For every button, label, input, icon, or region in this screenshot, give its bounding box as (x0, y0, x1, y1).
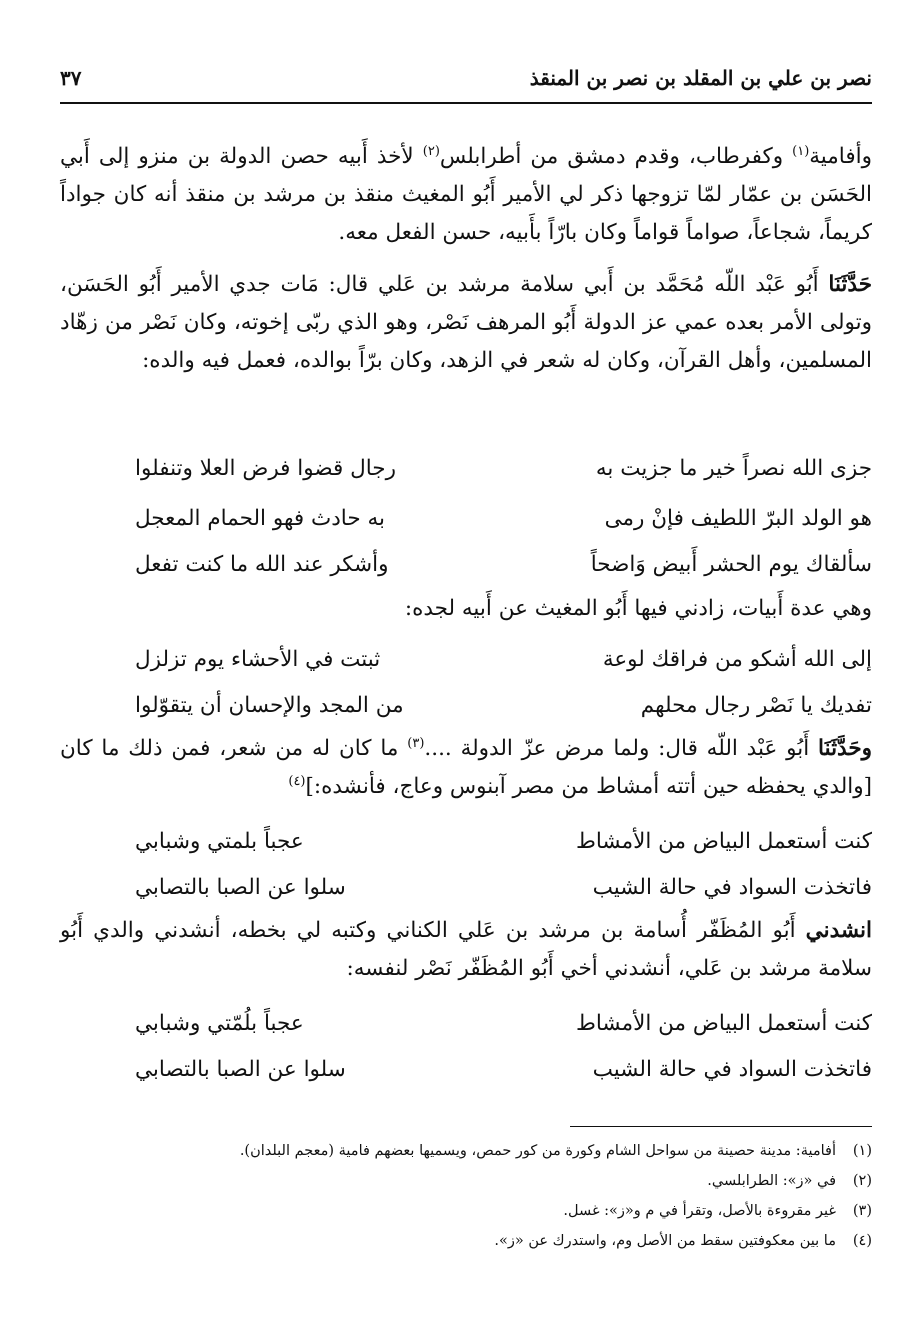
hadith-lead: انشدني (805, 918, 872, 943)
running-header (60, 58, 872, 98)
verse-first-hemistich: سألقاك يوم الحشر أَبيض وَاضحاً (590, 552, 872, 577)
verse-second-hemistich: به حادث فهو الحمام المعجل (135, 506, 385, 531)
footnote-text: ما بين معكوفتين سقط من الأصل وم، واستدرك عن «ز». (494, 1233, 836, 1249)
footnote-number: (٤) (852, 1233, 872, 1249)
footnote-number: (٣) (852, 1203, 872, 1219)
verse-line (60, 686, 872, 726)
verse-second-hemistich: ثبتت في الأحشاء يوم تزلزل (135, 647, 381, 672)
text-run: أَبُو المُظَفّر أُسامة بن مرشد بن عَلي الكناني وكتبه لي بخطه، أنشدني والدي أَبُو سلامة مرشد بن عَلي، أنشدني أخي أَبُو المُظَفّر نَصْر لنفسه: (60, 918, 872, 981)
hadith-lead: حَدَّثَنَا (828, 272, 872, 297)
footnote-number: (٢) (852, 1173, 872, 1189)
paragraph-recitation (60, 912, 872, 988)
page-number: ٣٧ (60, 66, 82, 90)
verse-second-hemistich: عجباً بلُمّتي وشبابي (135, 1011, 304, 1036)
footnote-separator (570, 1126, 872, 1127)
verse-second-hemistich: وأشكر عند الله ما كنت تفعل (135, 552, 389, 577)
verse-second-hemistich: عجباً بلمتي وشبابي (135, 829, 304, 854)
text-run: لأخذ أَبيه حصن الدولة بن منزو إلى أَبي الحَسَن بن عمّار لمّا تزوجها ذكر لي الأمير أَبُو المغيث منقذ بن مرشد بن منقذ أنه كان جواداً كريماً، شجاعاً، صواماً قواماً وكان بارّاً بأَبيه، حسن الفعل معه. (60, 144, 872, 245)
footnotes (60, 1136, 872, 1256)
footnote-ref-1: (١) (792, 143, 810, 159)
running-title: نصر بن علي بن المقلد بن نصر بن المنقذ (529, 66, 872, 90)
paragraph-hadith-1 (60, 266, 872, 380)
footnote (60, 1166, 872, 1196)
verse-first-hemistich: فاتخذت السواد في حالة الشيب (592, 1057, 872, 1082)
text-run: وأفامية (809, 144, 872, 169)
verse-first-hemistich: إلى الله أشكو من فراقك لوعة (602, 647, 872, 672)
footnote-text: في «ز»: الطرابلسي. (707, 1173, 836, 1189)
verse-second-hemistich: سلوا عن الصبا بالتصابي (135, 1057, 346, 1082)
header-rule (60, 102, 872, 104)
footnote-ref-4: (٤) (288, 773, 306, 789)
footnote (60, 1136, 872, 1166)
verse-second-hemistich: سلوا عن الصبا بالتصابي (135, 875, 346, 900)
verse-line (60, 868, 872, 908)
hadith-lead: وحَدَّثَنَا (818, 736, 873, 761)
verse-first-hemistich: هو الولد البرّ اللطيف فإنْ رمى (604, 506, 872, 531)
footnote-ref-2: (٢) (422, 143, 440, 159)
footnote-text: أفامية: مدينة حصينة من سواحل الشام وكورة من كور حمص، ويسميها بعضهم فامية (معجم البلدان). (239, 1143, 836, 1159)
text-run: أَبُو عَبْد اللّه قال: ولما مرض عزّ الدولة .... (424, 736, 819, 761)
verse-line (60, 499, 872, 539)
verse-line (60, 822, 872, 862)
verse-second-hemistich: رجال قضوا فرض العلا وتنفلوا (135, 456, 396, 481)
verse-first-hemistich: جزى الله نصراً خير ما جزيت به (595, 456, 872, 481)
verse-line (60, 545, 872, 585)
footnote-ref-3: (٣) (407, 735, 425, 751)
paragraph-bridge: وهي عدة أَبيات، زادني فيها أَبُو المغيث عن أَبيه لجده: (404, 596, 872, 621)
footnote-text: غير مقروءة بالأصل، وتقرأ في م و«ز»: غسل. (563, 1203, 836, 1219)
verse-first-hemistich: كنت أستعمل البياض من الأمشاط (575, 829, 872, 854)
footnote (60, 1196, 872, 1226)
text-run: أَبُو عَبْد اللّه مُحَمَّد بن أَبي سلامة مرشد بن عَلي قال: مَات جدي الأمير أَبُو الحَسَن، وتولى الأمر بعده عمي عز الدولة أَبُو المرهف نَصْر، وهو الذي ربّى إخوته، وكان نَصْر من زهّاد المسلمين، وأهل القرآن، وكان له شعر في الزهد، وكان برّاً بوالده، فعمل فيه والده: (60, 272, 872, 373)
text-run: ما كان له من شعر، فمن ذلك ما كان [والدي يحفظه حين أتته أمشاط من مصر آبنوس وعاج، فأنشده:] (60, 736, 872, 799)
verse-line (60, 1050, 872, 1090)
verse-line (60, 640, 872, 680)
verse-second-hemistich: من المجد والإحسان أن يتقوّلوا (135, 693, 404, 718)
book-page (60, 0, 872, 1339)
verse-first-hemistich: تفديك يا نَصْر رجال محلهم (640, 693, 872, 718)
text-run: وكفرطاب، وقدم دمشق من أطرابلس (439, 144, 793, 169)
paragraph-hadith-2 (60, 730, 872, 806)
verse-line (60, 449, 872, 489)
verse-first-hemistich: فاتخذت السواد في حالة الشيب (592, 875, 872, 900)
footnote (60, 1226, 872, 1256)
verse-line (60, 1004, 872, 1044)
verse-first-hemistich: كنت أستعمل البياض من الأمشاط (575, 1011, 872, 1036)
paragraph-intro (60, 138, 872, 252)
footnote-number: (١) (852, 1143, 872, 1159)
